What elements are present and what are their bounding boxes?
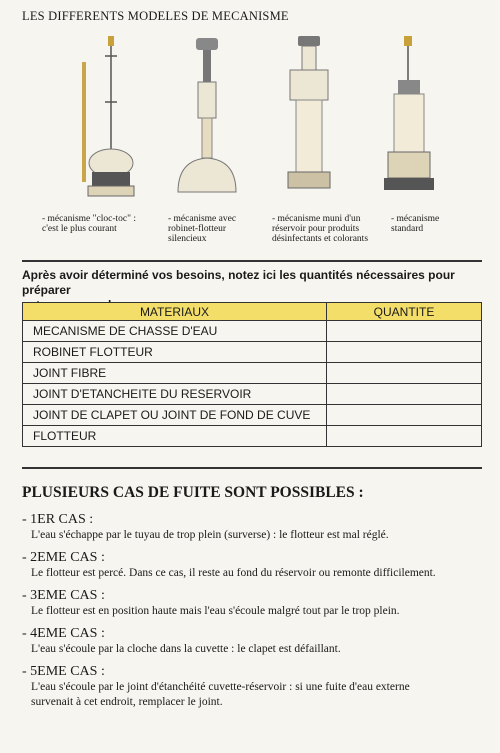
table-row [23, 426, 482, 447]
leak-case-5 [22, 664, 482, 710]
quantity-cell[interactable] [327, 321, 482, 342]
case-label: - 4EME CAS : [22, 626, 105, 641]
material-cell: FLOTTEUR [23, 426, 327, 447]
leak-case-3 [22, 588, 482, 619]
standard-mechanism-icon [382, 32, 492, 212]
quantity-header: QUANTITE [327, 303, 482, 321]
material-cell: JOINT D'ETANCHEITE DU RESERVOIR [23, 384, 327, 405]
material-cell: ROBINET FLOTTEUR [23, 342, 327, 363]
quantity-cell[interactable] [327, 426, 482, 447]
table-row [23, 363, 482, 384]
mechanism-float-valve [158, 32, 268, 222]
case-text: L'eau s'écoule par la cloche dans la cuvette : le clapet est défaillant. [31, 643, 341, 655]
case-text: Le flotteur est percé. Dans ce cas, il reste au fond du réservoir ou remonte difficilement. [31, 567, 436, 579]
mechanism-reservoir [265, 32, 375, 222]
float-valve-mechanism-icon [158, 32, 268, 212]
case-label: - 1ER CAS : [22, 512, 94, 527]
case-text: Le flotteur est en position haute mais l'eau s'écoule malgré tout par le trop plein. [31, 605, 400, 617]
table-row [23, 342, 482, 363]
divider [22, 260, 482, 262]
table-row [23, 405, 482, 426]
quantity-cell[interactable] [327, 384, 482, 405]
quantity-cell[interactable] [327, 405, 482, 426]
materials-table [22, 302, 482, 447]
leaks-title: PLUSIEURS CAS DE FUITE SONT POSSIBLES : [22, 484, 364, 501]
divider [22, 467, 482, 469]
case-label: - 2EME CAS : [22, 550, 105, 565]
mechanism-caption-3: - mécanisme muni d'un réservoir pour produits désinfectants et colorants [272, 214, 369, 244]
mechanism-caption-2: - mécanisme avec robinet-flotteur silencieux [168, 214, 237, 244]
material-cell: JOINT DE CLAPET OU JOINT DE FOND DE CUVE [23, 405, 327, 426]
section-title: LES DIFFERENTS MODELES DE MECANISME [22, 9, 289, 23]
leak-case-4 [22, 626, 482, 657]
table-header-row [23, 303, 482, 321]
case-text: L'eau s'écoule par le joint d'étanchéité cuvette-réservoir : si une fuite d'eau externe survenait à cet endroit, remplacer le joint. [31, 681, 410, 708]
leak-case-2 [22, 550, 482, 581]
material-cell: MECANISME DE CHASSE D'EAU [23, 321, 327, 342]
quantity-cell[interactable] [327, 342, 482, 363]
material-cell: JOINT FIBRE [23, 363, 327, 384]
mechanism-cloc-toc [62, 32, 172, 222]
quantity-cell[interactable] [327, 363, 482, 384]
leak-case-1 [22, 512, 482, 543]
intro-text: Après avoir déterminé vos besoins, notez ici les quantités nécessaires pour préparer [22, 268, 455, 297]
materials-header: MATERIAUX [23, 303, 327, 321]
case-label: - 3EME CAS : [22, 588, 105, 603]
mechanism-caption-1: - mécanisme "cloc-toc" : c'est le plus courant [42, 214, 137, 234]
mechanism-standard [382, 32, 492, 222]
mechanism-caption-4: - mécanisme standard [391, 214, 440, 234]
table-row [23, 321, 482, 342]
reservoir-mechanism-icon [265, 32, 375, 212]
case-label: - 5EME CAS : [22, 664, 105, 679]
case-text: L'eau s'échappe par le tuyau de trop plein (surverse) : le flotteur est mal réglé. [31, 529, 389, 541]
cloc-toc-mechanism-icon [62, 32, 172, 212]
table-row [23, 384, 482, 405]
